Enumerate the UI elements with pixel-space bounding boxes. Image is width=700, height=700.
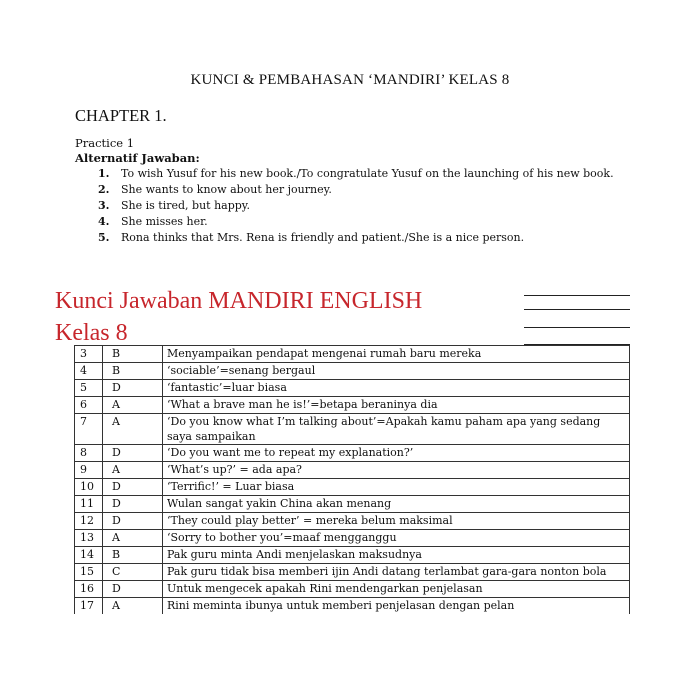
row-explanation: Untuk mengecek apakah Rini mendengarkan penjelasan (163, 581, 630, 598)
answer-text: Rona thinks that Mrs. Rena is friendly and patient./She is a nice person. (121, 231, 525, 244)
table-row (75, 462, 630, 479)
row-answer: D (103, 513, 163, 530)
overlay-title-line-1: Kunci Jawaban MANDIRI ENGLISH (55, 288, 423, 314)
row-explanation: Menyampaikan pendapat mengenai rumah baru mereka (163, 346, 630, 363)
row-answer: A (103, 598, 163, 615)
row-explanation: ‘What a brave man he is!’=betapa beraninya dia (163, 397, 630, 414)
answer-list (98, 166, 628, 246)
answer-key-table (74, 345, 630, 614)
row-explanation: ‘Terrific!’ = Luar biasa (163, 479, 630, 496)
answer-item (98, 230, 628, 246)
row-number: 16 (75, 581, 103, 598)
row-explanation: ‘Do you want me to repeat my explanation?’ (163, 445, 630, 462)
row-explanation: ‘sociable’=senang bergaul (163, 363, 630, 380)
row-number: 12 (75, 513, 103, 530)
row-explanation: ‘fantastic’=luar biasa (163, 380, 630, 397)
answer-number: 2. (98, 183, 110, 196)
answer-item (98, 182, 628, 198)
table-row (75, 380, 630, 397)
row-number: 7 (75, 414, 103, 445)
answer-text: To wish Yusuf for his new book./To congratulate Yusuf on the launching of his new book. (121, 167, 614, 180)
document-title: KUNCI & PEMBAHASAN ‘MANDIRI’ KELAS 8 (190, 72, 510, 88)
table-row (75, 530, 630, 547)
row-explanation: ‘Sorry to bother you’=maaf mengganggu (163, 530, 630, 547)
row-number: 10 (75, 479, 103, 496)
row-explanation: ‘What’s up?’ = ada apa? (163, 462, 630, 479)
chapter-heading: CHAPTER 1. (75, 106, 167, 125)
table-row (75, 496, 630, 513)
row-answer: B (103, 363, 163, 380)
answer-number: 1. (98, 167, 110, 180)
row-number: 13 (75, 530, 103, 547)
row-answer: D (103, 581, 163, 598)
table-row (75, 547, 630, 564)
row-number: 15 (75, 564, 103, 581)
practice-block (75, 136, 200, 166)
row-explanation: Pak guru tidak bisa memberi ijin Andi datang terlambat gara-gara nonton bola (163, 564, 630, 581)
table-row (75, 397, 630, 414)
answer-item (98, 198, 628, 214)
practice-label: Practice 1 (75, 136, 135, 150)
table-row (75, 513, 630, 530)
row-answer: D (103, 380, 163, 397)
row-number: 8 (75, 445, 103, 462)
row-explanation: Rini meminta ibunya untuk memberi penjelasan dengan pelan (163, 598, 630, 615)
row-explanation: ‘They could play better’ = mereka belum maksimal (163, 513, 630, 530)
row-answer: A (103, 462, 163, 479)
overlay-title (55, 285, 422, 349)
answer-number: 3. (98, 199, 110, 212)
row-answer: D (103, 479, 163, 496)
table-row (75, 581, 630, 598)
row-answer: B (103, 547, 163, 564)
row-answer: D (103, 445, 163, 462)
answer-number: 4. (98, 215, 110, 228)
overlay-title-line-2: Kelas 8 (55, 320, 128, 346)
row-number: 6 (75, 397, 103, 414)
answer-text: She is tired, but happy. (121, 199, 251, 212)
table-row (75, 479, 630, 496)
row-number: 14 (75, 547, 103, 564)
alternative-answers-label: Alternatif Jawaban: (75, 151, 200, 165)
row-answer: B (103, 346, 163, 363)
row-answer: A (103, 414, 163, 445)
row-answer: C (103, 564, 163, 581)
row-number: 3 (75, 346, 103, 363)
answer-item (98, 166, 628, 182)
row-explanation: Wulan sangat yakin China akan menang (163, 496, 630, 513)
row-answer: A (103, 397, 163, 414)
table-row (75, 598, 630, 615)
row-number: 9 (75, 462, 103, 479)
row-number: 5 (75, 380, 103, 397)
answer-item (98, 214, 628, 230)
row-number: 4 (75, 363, 103, 380)
answer-number: 5. (98, 231, 110, 244)
decorative-lines (524, 295, 630, 345)
table-row (75, 564, 630, 581)
table-row (75, 445, 630, 462)
table-row (75, 363, 630, 380)
table-row (75, 346, 630, 363)
answer-text: She misses her. (121, 215, 208, 228)
row-answer: A (103, 530, 163, 547)
row-number: 11 (75, 496, 103, 513)
row-explanation: Pak guru minta Andi menjelaskan maksudnya (163, 547, 630, 564)
answer-text: She wants to know about her journey. (121, 183, 332, 196)
table-row (75, 414, 630, 445)
row-explanation: ‘Do you know what I’m talking about’=Apakah kamu paham apa yang sedang saya sampaikan (163, 414, 630, 445)
row-answer: D (103, 496, 163, 513)
row-number: 17 (75, 598, 103, 615)
